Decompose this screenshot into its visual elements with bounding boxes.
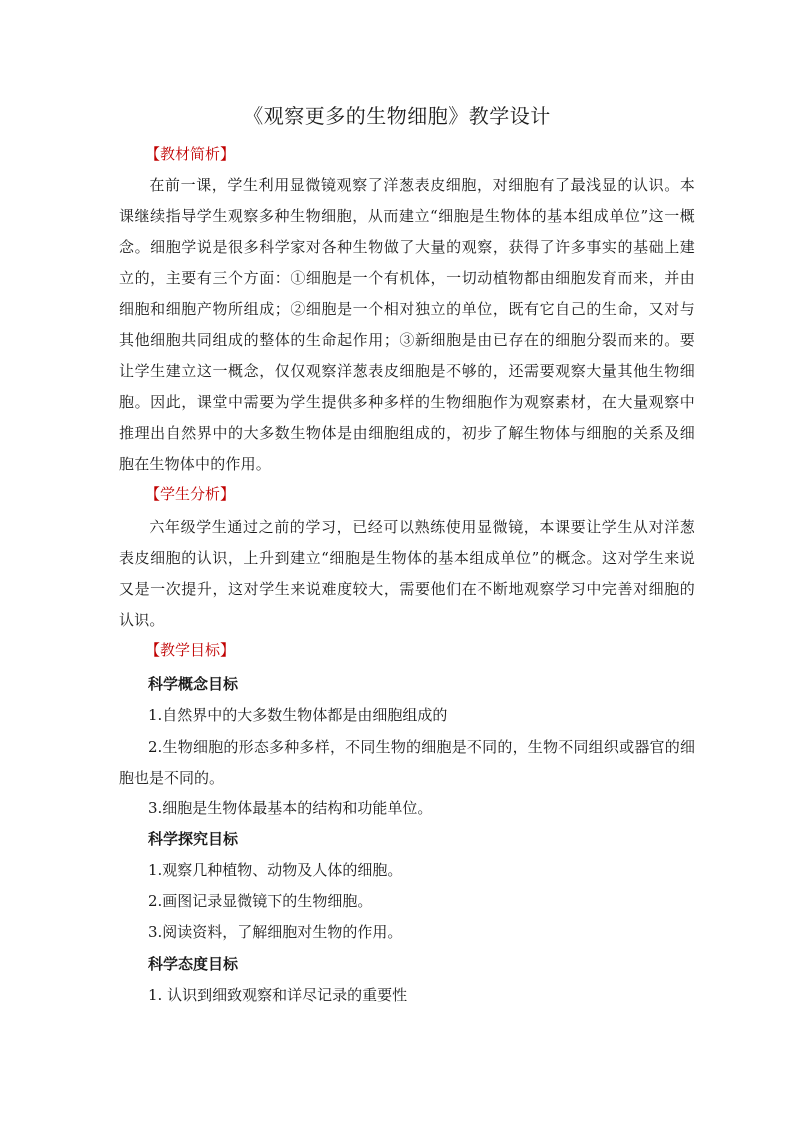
section-heading-textbook: 【教材简析】 xyxy=(145,145,236,163)
section-heading-goals: 【教学目标】 xyxy=(145,641,236,659)
section-heading-students: 【学生分析】 xyxy=(145,485,236,503)
goal-inquiry-title: 科学探究目标 xyxy=(148,830,239,848)
paragraph-students xyxy=(119,512,695,636)
goal-concept-title: 科学概念目标 xyxy=(148,675,239,693)
goal-attitude-title: 科学态度目标 xyxy=(148,955,239,973)
goal-concept-item: 1.自然界中的大多数生物体都是由细胞组成的 xyxy=(148,706,448,724)
document-title: 《观察更多的生物细胞》教学设计 xyxy=(243,104,551,128)
goal-concept-item-text: 2.生物细胞的形态多种多样，不同生物的细胞是不同的，生物不同组织或器官的细胞也是不同的。 xyxy=(119,738,695,787)
goal-concept-item xyxy=(119,732,695,794)
paragraph-textbook-text: 在前一课，学生利用显微镜观察了洋葱表皮细胞，对细胞有了最浅显的认识。本课继续指导学生观察多种生物细胞，从而建立“细胞是生物体的基本组成单位”这一概念。细胞学说是很多科学家对各种生物做了大量的观察，获得了许多事实的基础上建立的，主要有三个方面：①细胞是一个有机体，一切动植物都由细胞发育而来，并由细胞和细胞产物所组成；②细胞是一个相对独立的单位，既有它自己的生命，又对与其他细胞共同组成的整体的生命起作用；③新细胞是由已存在的细胞分裂而来的。要让学生建立这一概念，仅仅观察洋葱表皮细胞是不够的，还需要观察大量其他生物细胞。因此，课堂中需要为学生提供多种多样的生物细胞作为观察素材，在大量观察中推理出自然界中的大多数生物体是由细胞组成的，初步了解生物体与细胞的关系及细胞在生物体中的作用。 xyxy=(119,176,695,473)
goal-inquiry-item: 3.阅读资料，了解细胞对生物的作用。 xyxy=(148,923,403,941)
goal-attitude-item: 1. 认识到细致观察和详尽记录的重要性 xyxy=(148,986,408,1004)
paragraph-students-text: 六年级学生通过之前的学习，已经可以熟练使用显微镜，本课要让学生从对洋葱表皮细胞的认识，上升到建立“细胞是生物体的基本组成单位”的概念。这对学生来说又是一次提升，这对学生来说难度较大，需要他们在不断地观察学习中完善对细胞的认识。 xyxy=(119,518,695,629)
goal-inquiry-item: 2.画图记录显微镜下的生物细胞。 xyxy=(148,892,373,910)
goal-inquiry-item: 1.观察几种植物、动物及人体的细胞。 xyxy=(148,861,403,879)
paragraph-textbook xyxy=(119,170,695,480)
goal-concept-item: 3.细胞是生物体最基本的结构和功能单位。 xyxy=(148,799,433,817)
